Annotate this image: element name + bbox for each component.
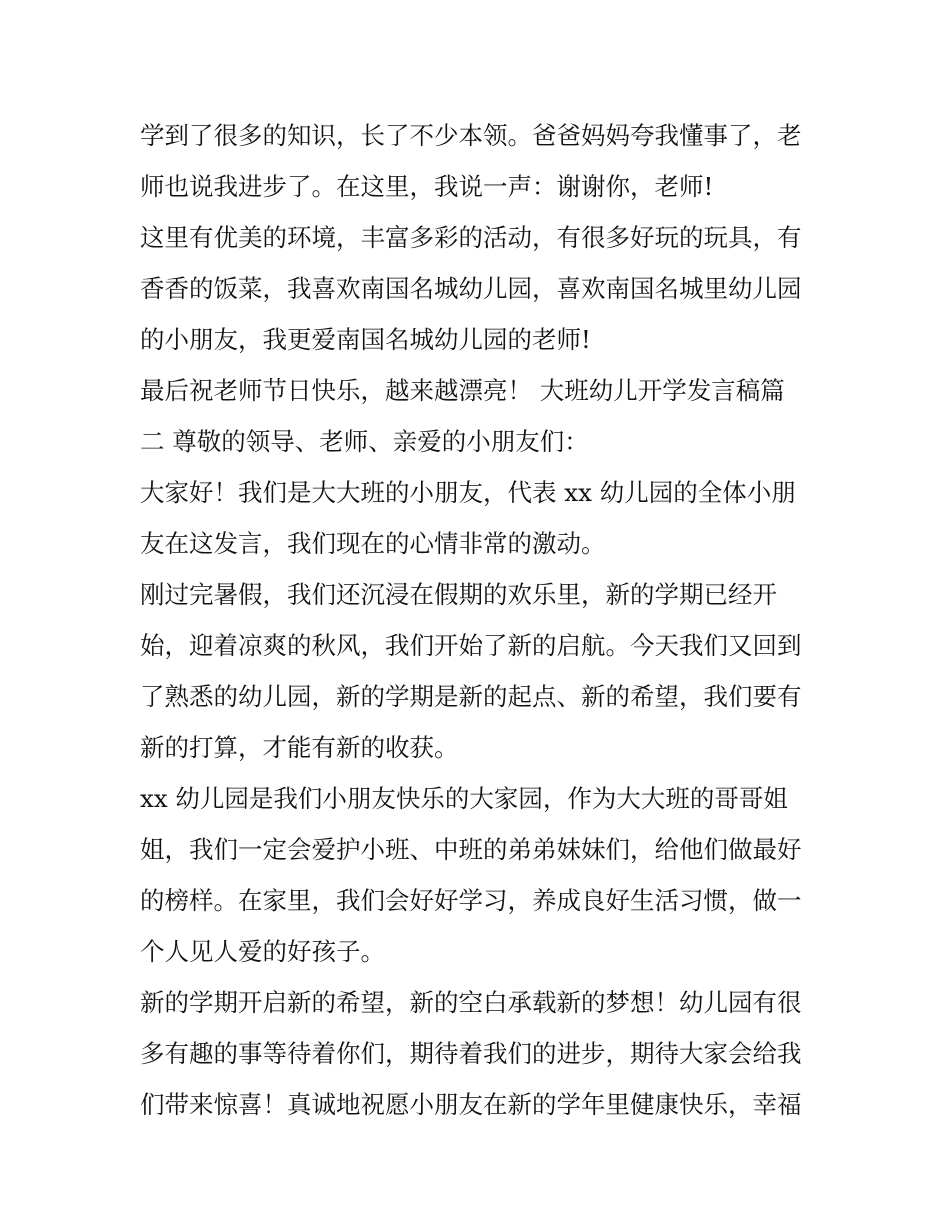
- text-line: 这里有优美的环境，丰富多彩的活动，有很多好玩的玩具，有: [140, 223, 802, 252]
- document-body: [140, 110, 820, 1130]
- text-line: 新的学期开启新的希望，新的空白承载新的梦想！幼儿园有很: [140, 988, 802, 1017]
- text-line: 香香的饭菜，我喜欢南国名城幼儿园，喜欢南国名城里幼儿园: [140, 274, 802, 303]
- text-line: 姐，我们一定会爱护小班、中班的弟弟妹妹们，给他们做最好: [140, 835, 802, 864]
- text-line: 始，迎着凉爽的秋风，我们开始了新的启航。今天我们又回到: [140, 631, 802, 660]
- text-line: 学到了很多的知识，长了不少本领。爸爸妈妈夸我懂事了，老: [140, 121, 802, 150]
- text-line: 多有趣的事等待着你们，期待着我们的进步，期待大家会给我: [140, 1039, 802, 1068]
- text-line: 个人见人爱的好孩子。: [140, 937, 385, 966]
- text-line: 友在这发言，我们现在的心情非常的激动。: [140, 529, 606, 558]
- text-line: 师也说我进步了。在这里，我说一声：谢谢你，老师!: [140, 172, 714, 201]
- text-line: 大家好！我们是大大班的小朋友，代表 xx 幼儿园的全体小朋: [140, 478, 796, 507]
- text-line: 最后祝老师节日快乐，越来越漂亮！ 大班幼儿开学发言稿篇: [140, 376, 785, 405]
- text-line: 了熟悉的幼儿园，新的学期是新的起点、新的希望，我们要有: [140, 682, 802, 711]
- text-line: 们带来惊喜！真诚地祝愿小朋友在新的学年里健康快乐，幸福: [140, 1090, 802, 1119]
- text-line: xx 幼儿园是我们小朋友快乐的大家园，作为大大班的哥哥姐: [140, 784, 788, 813]
- text-line: 的小朋友，我更爱南国名城幼儿园的老师!: [140, 325, 591, 354]
- text-line: 新的打算，才能有新的收获。: [140, 733, 459, 762]
- text-line: 的榜样。在家里，我们会好好学习，养成良好生活习惯，做一: [140, 886, 802, 915]
- text-line: 刚过完暑假，我们还沉浸在假期的欢乐里，新的学期已经开: [140, 580, 777, 609]
- text-line: 二 尊敬的领导、老师、亲爱的小朋友们：: [140, 427, 589, 456]
